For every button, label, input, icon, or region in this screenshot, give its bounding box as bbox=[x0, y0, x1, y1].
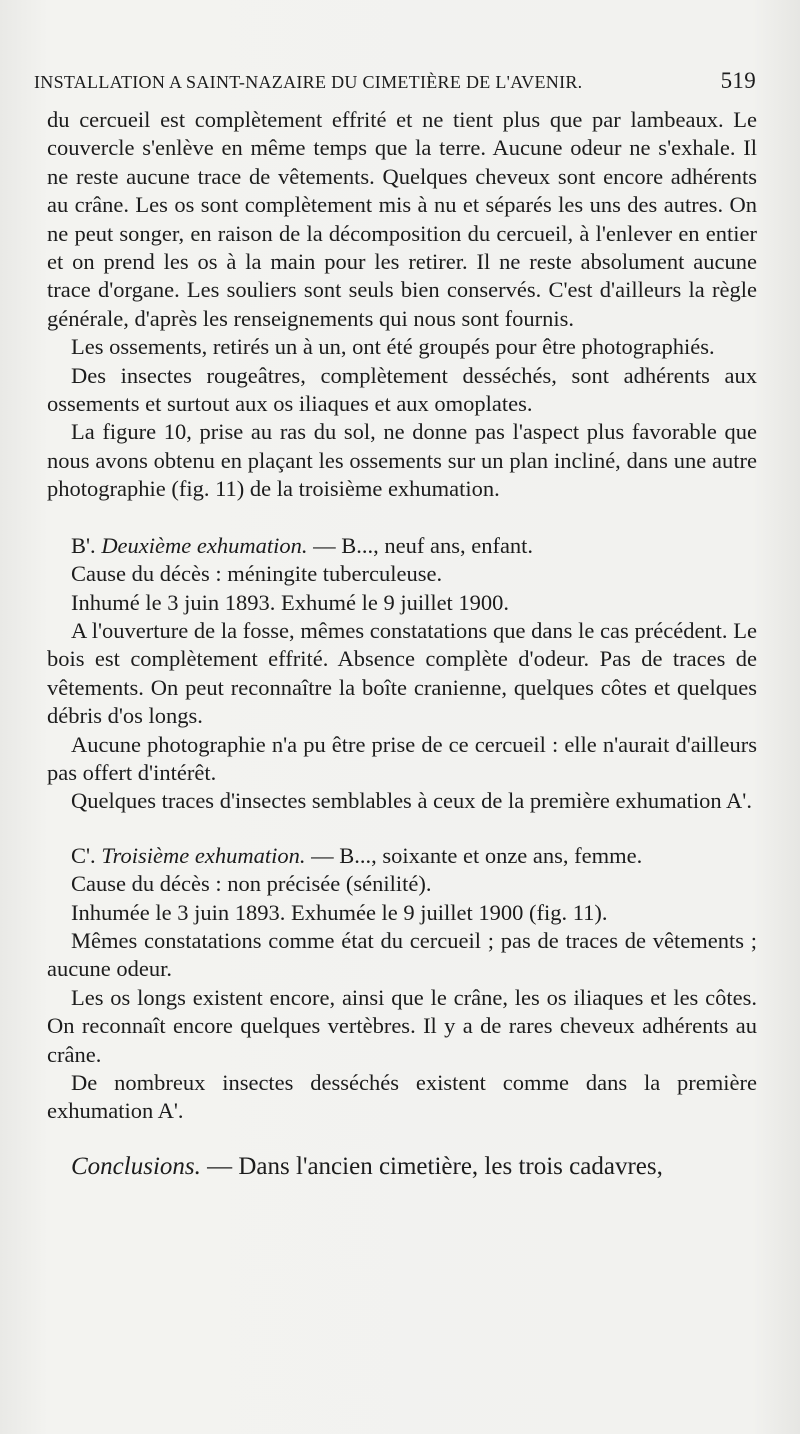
conclusions-text: — Dans l'ancien cimetière, les trois cadavres, bbox=[200, 1152, 663, 1180]
section-b-line: Cause du décès : méningite tuberculeuse. bbox=[71, 561, 443, 587]
paragraph: du cercueil est complètement effrité et ne tient plus que par lambeaux. Le couvercle s'enlève en même temps que la terre. Aucune odeur ne s'exhale. Il ne reste aucune trace de vêtements. Quelques cheveux sont encore adhérents au crâne. Les os sont complètement mis à nu et séparés les uns des autres. On ne peut songer, en raison de la décomposition du cercueil, à l'enlever en entier et on prend les os à la main pour les retirer. Il ne reste absolument aucune trace d'organe. Les souliers sont seuls bien conservés. C'est d'ailleurs la règle générale, d'après les renseignements qui nous sont fournis. bbox=[47, 107, 757, 331]
paragraph: Mêmes constatations comme état du cercueil ; pas de traces de vêtements ; aucune odeur. bbox=[47, 927, 757, 982]
section-c-line: Inhumée le 3 juin 1893. Exhumée le 9 juillet 1900 (fig. 11). bbox=[71, 899, 608, 925]
section-b-title: Deuxième exhumation. bbox=[101, 532, 308, 558]
section-b-subject: — B..., neuf ans, enfant. bbox=[307, 532, 534, 558]
conclusions-heading: Conclusions. bbox=[71, 1152, 201, 1180]
section-c-label: C'. bbox=[71, 842, 96, 868]
running-title: INSTALLATION A SAINT-NAZAIRE DU CIMETIÈRE DE L'AVENIR. bbox=[34, 72, 583, 92]
section-b-line: Inhumé le 3 juin 1893. Exhumé le 9 juillet 1900. bbox=[71, 589, 510, 615]
paragraph: Quelques traces d'insectes semblables à ceux de la première exhumation A'. bbox=[71, 788, 752, 814]
section-c-heading bbox=[47, 842, 757, 870]
paragraph: Les os longs existent encore, ainsi que le crâne, les os iliaques et les côtes. On reconnaît encore quelques vertèbres. Il y a de rares cheveux adhérents au crâne. bbox=[47, 984, 757, 1067]
section-c-title: Troisième exhumation. bbox=[101, 842, 306, 868]
section-c-line: Cause du décès : non précisée (sénilité). bbox=[71, 871, 432, 897]
running-header bbox=[34, 68, 756, 94]
paragraph: Les ossements, retirés un à un, ont été groupés pour être photographiés. bbox=[71, 334, 715, 360]
paragraph: De nombreux insectes desséchés existent comme dans la première exhumation A'. bbox=[47, 1070, 757, 1124]
paragraph: Des insectes rougeâtres, complètement desséchés, sont adhérents aux ossements et surtout aux os iliaques et aux omoplates. bbox=[47, 362, 757, 417]
paragraph: Aucune photographie n'a pu être prise de ce cercueil : elle n'aurait d'ailleurs pas offert d'intérêt. bbox=[47, 731, 757, 785]
section-c-subject: — B..., soixante et onze ans, femme. bbox=[305, 842, 643, 868]
paragraph: A l'ouverture de la fosse, mêmes constatations que dans le cas précédent. Le bois est complètement effrité. Absence complète d'odeur. Pas de traces de vêtements. On peut reconnaître la boîte cranienne, quelques côtes et quelques débris d'os longs. bbox=[47, 617, 757, 729]
section-b-label: B'. bbox=[71, 532, 96, 558]
paragraph: La figure 10, prise au ras du sol, ne donne pas l'aspect plus favorable que nous avons obtenu en plaçant les ossements sur un plan incliné, dans une autre photographie (fig. 11) de la troisième exhumation. bbox=[47, 419, 757, 502]
section-b-heading bbox=[47, 532, 757, 560]
page-number: 519 bbox=[720, 68, 756, 93]
conclusions-paragraph bbox=[47, 1152, 757, 1182]
page-body bbox=[47, 106, 757, 1182]
